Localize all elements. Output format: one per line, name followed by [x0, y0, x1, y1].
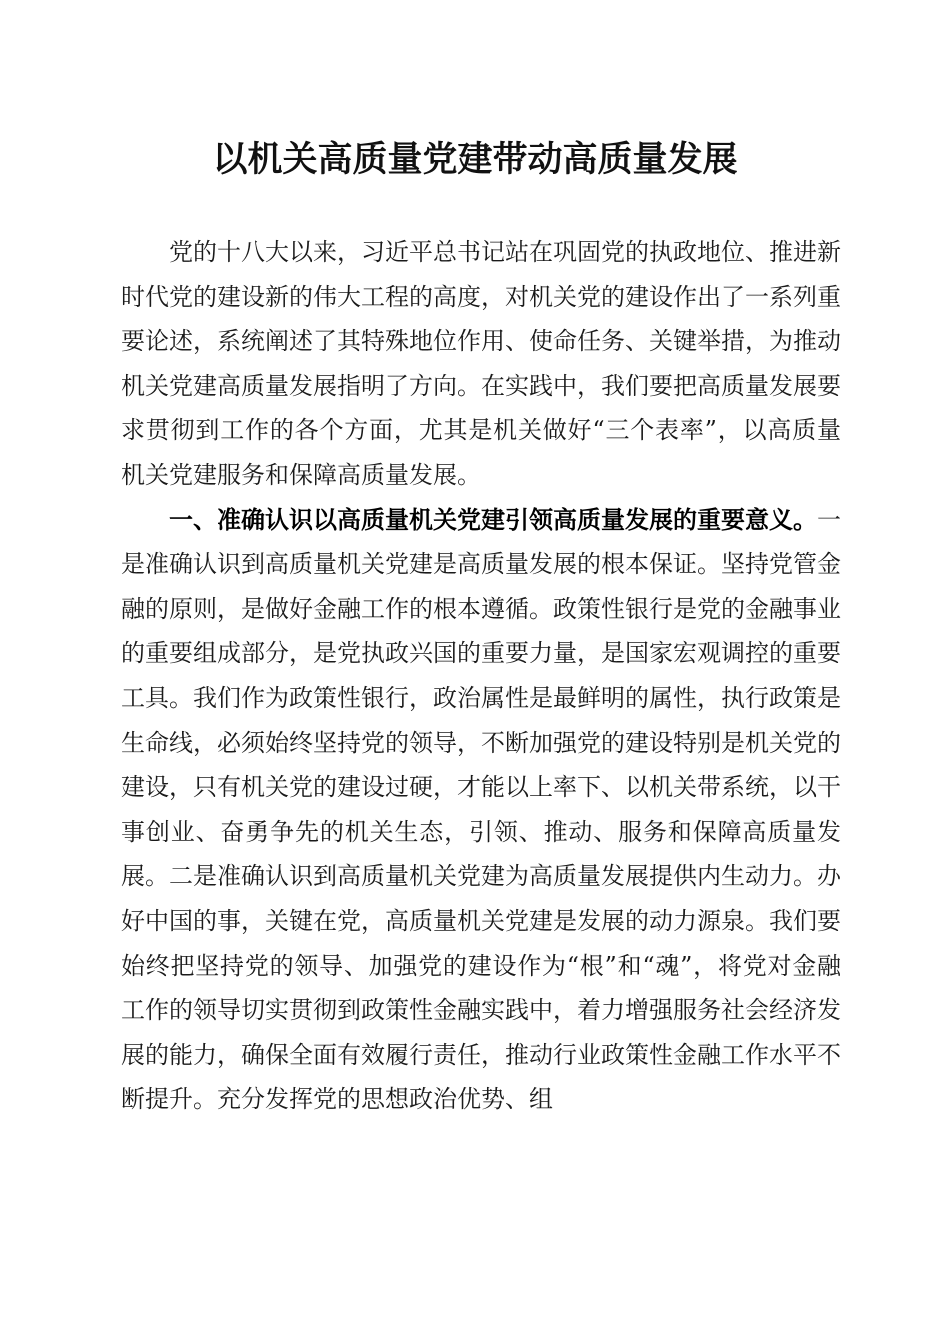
intro-paragraph	[121, 230, 841, 498]
section-one-text: 一是准确认识到高质量机关党建是高质量发展的根本保证。坚持党管金融的原则，是做好金融工作的根本遵循。政策性银行是党的金融事业的重要组成部分，是党执政兴国的重要力量，是国家宏观调控的重要工具。我们作为政策性银行，政治属性是最鲜明的属性，执行政策是生命线，必须始终坚持党的领导，不断加强党的建设特别是机关党的建设，只有机关党的建设过硬，才能以上率下、以机关带系统，以干事创业、奋勇争先的机关生态，引领、推动、服务和保障高质量发展。二是准确认识到高质量机关党建为高质量发展提供内生动力。办好中国的事，关键在党，高质量机关党建是发展的动力源泉。我们要始终把坚持党的领导、加强党的建设作为“根”和“魂”，将党对金融工作的领导切实贯彻到政策性金融实践中，着力增强服务社会经济发展的能力，确保全面有效履行责任，推动行业政策性金融工作水平不断提升。充分发挥党的思想政治优势、组	[121, 505, 841, 1114]
section-one-paragraph	[121, 498, 841, 1122]
document-title: 以机关高质量党建带动高质量发展	[212, 139, 738, 180]
section-one-heading: 一、准确认识以高质量机关党建引领高质量发展的重要意义。	[169, 505, 817, 534]
document-body	[121, 230, 841, 1122]
intro-paragraph-text: 党的十八大以来，习近平总书记站在巩固党的执政地位、推进新时代党的建设新的伟大工程的高度，对机关党的建设作出了一系列重要论述，系统阐述了其特殊地位作用、使命任务、关键举措，为推动机关党建高质量发展指明了方向。在实践中，我们要把高质量发展要求贯彻到工作的各个方面，尤其是机关做好“三个表率”，以高质量机关党建服务和保障高质量发展。	[121, 238, 841, 489]
